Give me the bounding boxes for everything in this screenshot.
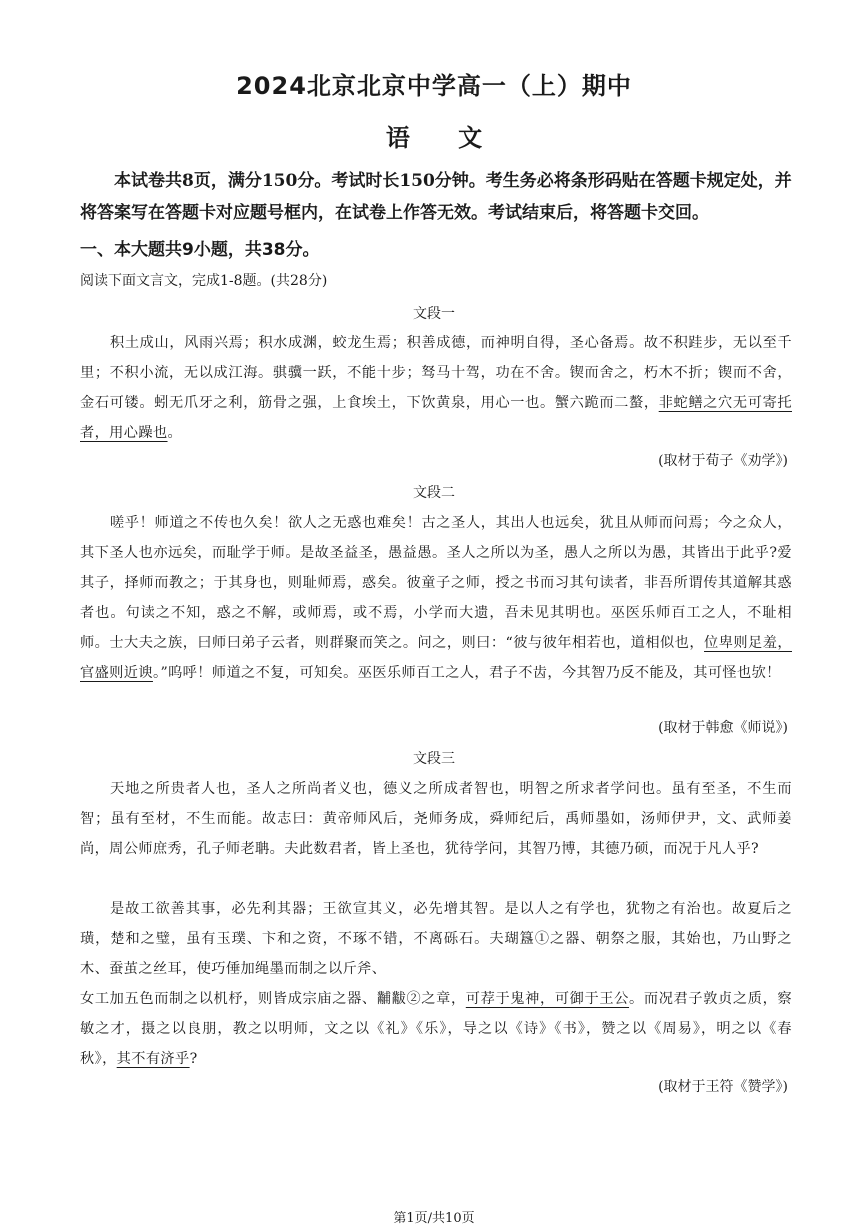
passage3-underlined-1: 可荐于鬼神，可御于王公 <box>465 991 630 1007</box>
passage2-text-a: 嗟乎！师道之不传也久矣！欲人之无惑也难矣！古之圣人，其出人也远矣，犹且从师而问焉；今之众人，其下圣人也亦远矣，而耻学于师。是故圣益圣，愚益愚。圣人之所以为圣，愚人之所以为愚，其皆出于此乎?爱其子，择师而教之；于其身也，则耻师焉，惑矣。彼童子之师，授之书而习其句读者，非吾所谓传其道解其惑者也。句读之不知，惑之不解，或师焉，或不焉，小学而大遗，吾未见其明也。巫医乐师百工之人，不耻相师。士大夫之族，曰师曰弟子云者，则群聚而笑之。问之，则曰：“彼与彼年相若也，道相似也， <box>80 515 792 651</box>
passage3-para1: 天地之所贵者人也，圣人之所尚者义也，德义之所成者智也，明智之所求者学问也。虽有至圣，不生而智；虽有至材，不生而能。故志曰：黄帝师风后，尧师务成，舜师纪后，禹师墨如，汤师伊尹，文、武师姜尚，周公师庶秀，孔子师老聃。夫此数君者，皆上圣也，犹待学问，其智乃博，其德乃硕，而况于凡人乎? <box>80 781 792 857</box>
passage3-title: 文段三 <box>413 751 455 767</box>
passage1-underlined: 非蛇鳝之穴无可寄托者，用心躁也 <box>80 395 792 441</box>
passage2-text <box>80 508 792 688</box>
passage2-text-b: 。”呜呼！师道之不复，可知矣。巫医乐师百工之人，君子不齿，今其智乃反不能及，其可怪也欤！ <box>152 665 781 681</box>
page-title: 2024北京北京中学高一（上）期中 <box>236 72 632 100</box>
subject-title: 语 文 <box>385 124 483 152</box>
section-instruction: 阅读下面文言文，完成1-8题。(共28分) <box>80 273 328 289</box>
passage3-text-c: ? <box>189 1051 198 1067</box>
passage3-source: (取材于王符《赞学》) <box>658 1079 788 1095</box>
passage1-text <box>80 328 792 448</box>
page-number: 第1页/共10页 <box>393 1211 475 1226</box>
passage3-underlined-2: 其不有济乎 <box>116 1051 190 1067</box>
passage3-text-a: 女工加五色而制之以机杼，则皆成宗庙之器、黼黻②之章， <box>80 991 466 1007</box>
section-heading: 一、本大题共9小题，共38分。 <box>80 240 320 260</box>
passage1-source: (取材于荀子《劝学》) <box>658 453 788 469</box>
passage1-text-a: 积土成山，风雨兴焉；积水成渊，蛟龙生焉；积善成德，而神明自得，圣心备焉。故不积跬步，无以至千里；不积小流，无以成江海。骐骥一跃，不能十步；驽马十驾，功在不舍。锲而舍之，朽木不折；锲而不舍，金石可镂。蚓无爪牙之利，筋骨之强，上食埃土，下饮黄泉，用心一也。蟹六跪而二螯， <box>80 335 792 411</box>
passage1-text-b: 。 <box>167 425 183 441</box>
passage1-title: 文段一 <box>413 306 455 322</box>
passage3-para2: 是故工欲善其事，必先利其器；王欲宣其义，必先增其智。是以人之有学也，犹物之有治也。故夏后之璜，楚和之璧，虽有玉璞、卞和之资，不琢不错，不离砾石。夫瑚簋①之器、朝祭之服，其始也，乃山野之木、蚕茧之丝耳，使巧倕加绳墨而制之以斤斧、 <box>80 901 792 977</box>
passage3-para3 <box>80 984 792 1074</box>
passage3-text-b: 。而况君子敦贞之质，察敏之才，摄之以良朋，教之以明师，文之以《礼》《乐》，导之以《诗》《书》，赞之以《周易》，明之以《春秋》， <box>80 991 793 1067</box>
passage2-source: (取材于韩愈《师说》) <box>658 720 788 736</box>
passage2-title: 文段二 <box>413 485 455 501</box>
passage2-underlined: 位卑则足羞，官盛则近谀 <box>80 635 792 681</box>
exam-notice: 本试卷共8页，满分150分。考试时长150分钟。考生务必将条形码贴在答题卡规定处，并将答案写在答题卡对应题号框内，在试卷上作答无效。考试结束后，将答题卡交回。 <box>80 171 792 223</box>
